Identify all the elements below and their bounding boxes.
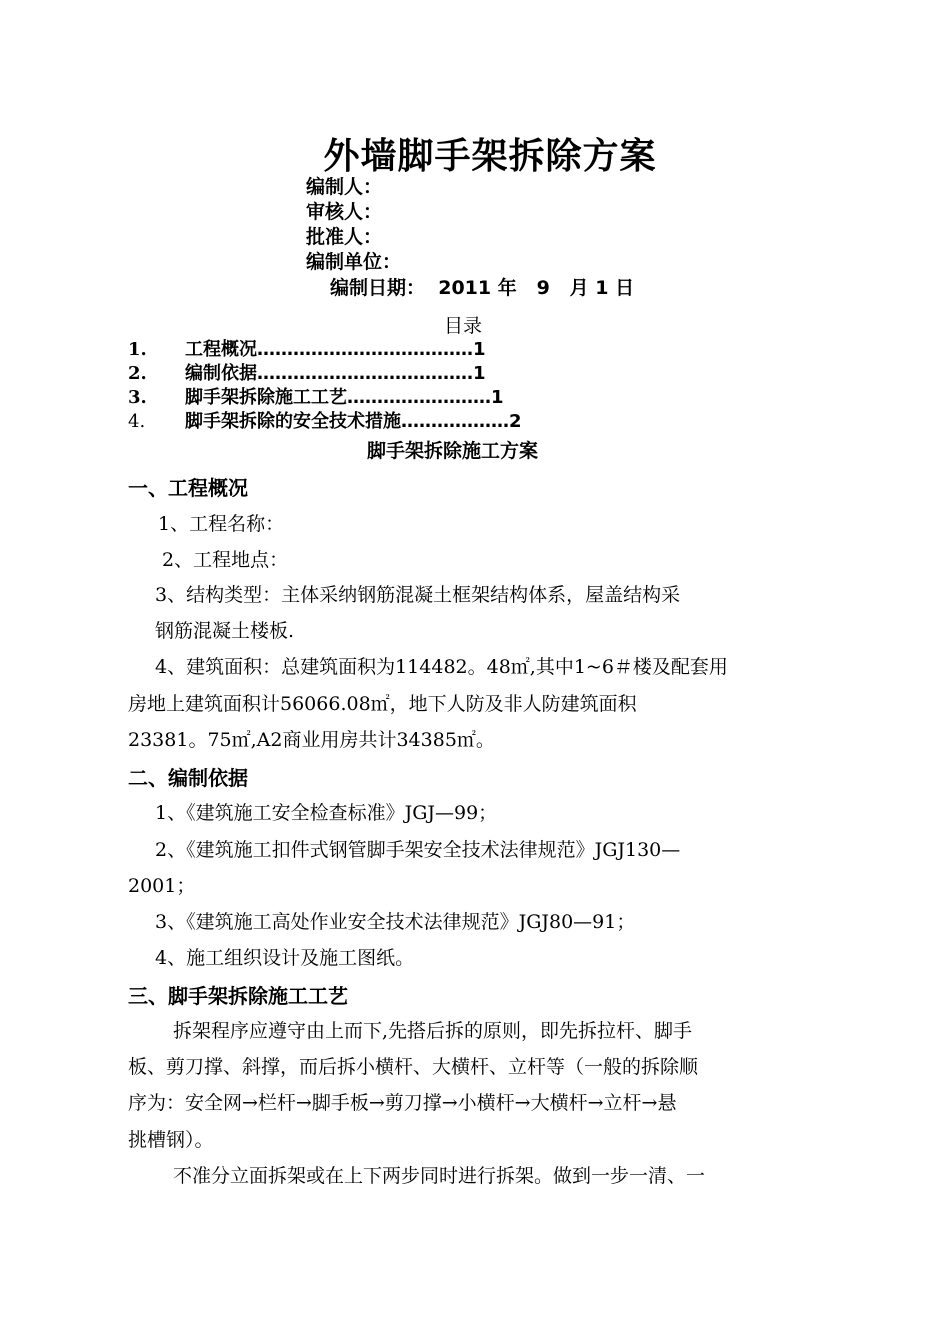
toc-item-number: 1. [128, 339, 147, 360]
section-heading-basis: 二、编制依据 [128, 766, 248, 790]
compiler-label: 编制人： [306, 176, 383, 198]
paragraph-line: 钢筋混凝土楼板. [155, 620, 295, 642]
paragraph-line: 房地上建筑面积计56066.08㎡，地下人防及非人防建筑面积 [128, 693, 637, 715]
paragraph-line: 2、《建筑施工扣件式钢管脚手架安全技术法律规范》JGJ130— [155, 839, 681, 861]
paragraph-line: 4、施工组织设计及施工图纸。 [155, 947, 415, 969]
toc-item[interactable] [128, 386, 504, 410]
toc-heading: 目录 [444, 315, 483, 337]
document-title: 外墙脚手架拆除方案 [323, 136, 657, 177]
toc-item-number: 2. [128, 363, 147, 384]
toc-item-text: 脚手架拆除的安全技术措施………………2 [185, 411, 522, 432]
paragraph-line: 板、剪刀撑、斜撑，而后拆小横杆、大横杆、立杆等（一般的拆除顺 [128, 1056, 699, 1078]
paragraph-line: 4、建筑面积：总建筑面积为114482。48㎡,其中1~6＃楼及配套用 [155, 656, 728, 678]
section-heading-process: 三、脚手架拆除施工工艺 [128, 984, 348, 1008]
toc-item[interactable] [128, 362, 486, 386]
paragraph-line: 3、结构类型：主体采纳钢筋混凝土框架结构体系，屋盖结构采 [155, 584, 681, 606]
paragraph-line: 挑槽钢）。 [128, 1129, 214, 1151]
compile-date: 编制日期： 2011 年 9 月 1 日 [330, 277, 635, 299]
toc-item-text: 脚手架拆除施工工艺……………………1 [185, 387, 504, 408]
paragraph-line: 拆架程序应遵守由上而下,先搭后拆的原则，即先拆拉杆、脚手 [173, 1020, 693, 1042]
plan-subtitle: 脚手架拆除施工方案 [367, 440, 539, 462]
paragraph-line: 3、《建筑施工高处作业安全技术法律规范》JGJ80—91； [155, 911, 636, 933]
toc-item[interactable] [128, 338, 486, 362]
reviewer-label: 审核人： [306, 201, 383, 223]
toc-item[interactable] [128, 410, 522, 434]
unit-label: 编制单位： [306, 251, 402, 273]
paragraph-line: 序为：安全网→栏杆→脚手板→剪刀撑→小横杆→大横杆→立杆→悬 [128, 1092, 677, 1114]
paragraph-line: 2001； [128, 875, 196, 897]
toc-item-text: 工程概况………………………………1 [185, 339, 486, 360]
paragraph-line: 2、工程地点： [162, 549, 289, 571]
paragraph-line: 不准分立面拆架或在上下两步同时进行拆架。做到一步一清、一 [173, 1165, 706, 1187]
paragraph-line: 23381。75㎡,A2商业用房共计34385㎡。 [128, 729, 495, 751]
toc-item-number: 3. [128, 387, 147, 408]
approver-label: 批准人： [306, 226, 383, 248]
section-heading-overview: 一、工程概况 [128, 476, 248, 500]
toc-item-text: 编制依据………………………………1 [185, 363, 486, 384]
paragraph-line: 1、《建筑施工安全检查标准》JGJ—99； [155, 802, 498, 824]
toc-item-number: 4. [128, 411, 146, 432]
paragraph-line: 1、工程名称： [158, 513, 285, 535]
